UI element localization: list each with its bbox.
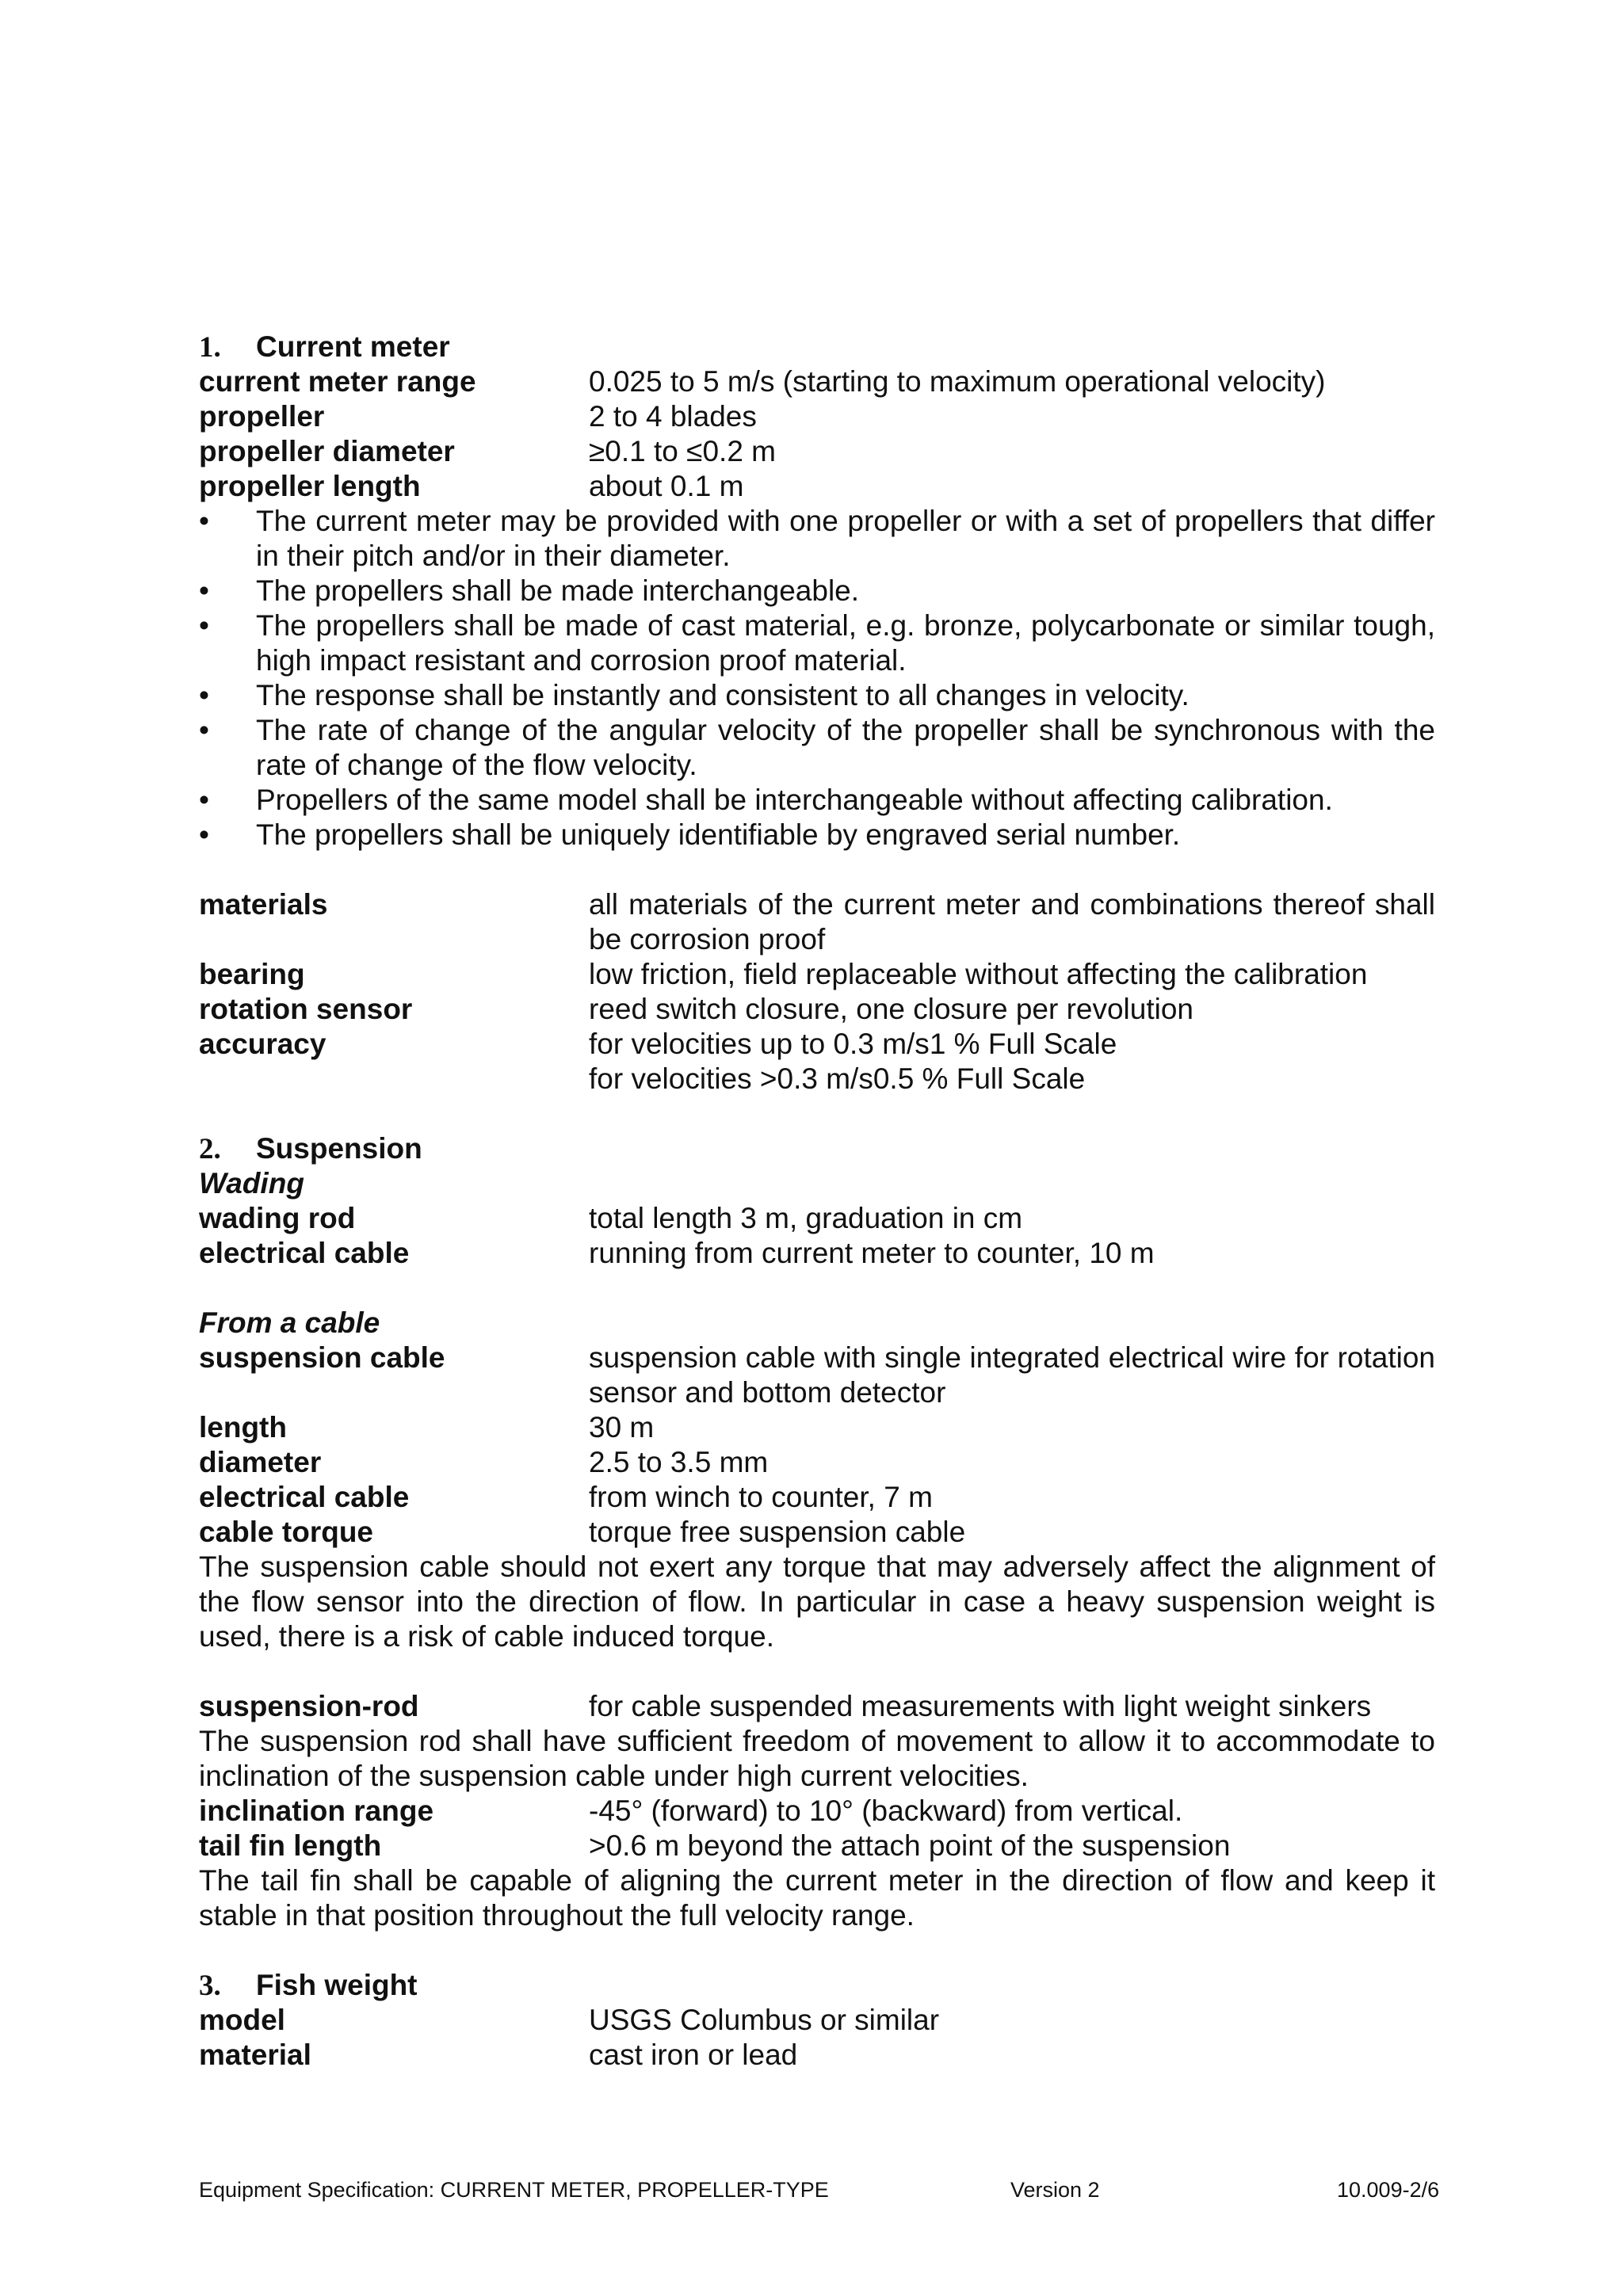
spec-value: 0.025 to 5 m/s (starting to maximum operational velocity) xyxy=(589,365,1326,398)
footer-document-title: Equipment Specification: CURRENT METER, PROPELLER-TYPE xyxy=(199,2178,829,2202)
spec-label: length xyxy=(199,1411,287,1444)
spec-value: torque free suspension cable xyxy=(589,1516,966,1548)
paragraph: The suspension cable should not exert any torque that may adversely affect the alignment of the flow sensor into the direction of flow. In particular in case a heavy suspension weight is used, there is a risk of cable induced torque. xyxy=(199,1550,1435,1653)
spec-label: accuracy xyxy=(199,1028,327,1060)
spec-value: >0.6 m beyond the attach point of the suspension xyxy=(589,1829,1231,1862)
spec-row xyxy=(199,1480,1435,1515)
spec-label: wading rod xyxy=(199,1202,356,1234)
spec-value: suspension cable with single integrated electrical wire for rotation sensor and bottom detector xyxy=(589,1341,1435,1409)
spec-label: inclination range xyxy=(199,1794,434,1827)
spec-label: propeller xyxy=(199,400,325,433)
accuracy-row xyxy=(199,1062,1435,1097)
document-body xyxy=(199,330,1435,2073)
bullet-list xyxy=(199,504,1435,852)
spec-row xyxy=(199,1201,1435,1236)
spec-value: 30 m xyxy=(589,1411,655,1444)
spec-label: rotation sensor xyxy=(199,993,413,1025)
spec-label: materials xyxy=(199,888,328,921)
spec-label: propeller length xyxy=(199,470,421,502)
bullet-text: The current meter may be provided with one propeller or with a set of propellers that differ in their pitch and/or in their diameter. xyxy=(256,505,1435,572)
spec-label: model xyxy=(199,2004,285,2036)
bullet-item xyxy=(199,783,1435,818)
subsection-title: Wading xyxy=(199,1167,304,1199)
bullet-text: The propellers shall be made interchangeable. xyxy=(256,574,860,607)
spec-label: diameter xyxy=(199,1446,322,1478)
spec-value: low friction, field replaceable without affecting the calibration xyxy=(589,958,1368,990)
section-number: 1. xyxy=(199,331,221,364)
footer-version: Version 2 xyxy=(1010,2178,1100,2202)
bullet-text: The propellers shall be uniquely identifiable by engraved serial number. xyxy=(256,818,1181,851)
spacer xyxy=(199,1654,1435,1689)
bullet-text: The propellers shall be made of cast material, e.g. bronze, polycarbonate or similar tough, high impact resistant and corrosion proof material. xyxy=(256,609,1435,677)
section-heading-suspension xyxy=(199,1131,1435,1166)
spacer xyxy=(199,1271,1435,1306)
spec-row xyxy=(199,2003,1435,2038)
spec-row xyxy=(199,364,1435,399)
spec-row xyxy=(199,1829,1435,1863)
bullet-icon: • xyxy=(199,609,209,642)
spec-row xyxy=(199,1445,1435,1480)
spec-label: suspension-rod xyxy=(199,1690,419,1722)
accuracy-row xyxy=(199,1027,1435,1062)
spec-row xyxy=(199,1341,1435,1410)
bullet-item xyxy=(199,504,1435,574)
spec-label: material xyxy=(199,2039,311,2071)
spec-label: bearing xyxy=(199,958,305,990)
spec-label: electrical cable xyxy=(199,1481,410,1513)
spacer xyxy=(199,1933,1435,1968)
bullet-text: Propellers of the same model shall be interchangeable without affecting calibration. xyxy=(256,784,1333,816)
footer-page-code: 10.009-2/6 xyxy=(1337,2178,1440,2202)
accuracy-condition: for velocities up to 0.3 m/s xyxy=(589,1028,930,1060)
spec-label: propeller diameter xyxy=(199,435,455,467)
spec-row xyxy=(199,1236,1435,1271)
spec-value: total length 3 m, graduation in cm xyxy=(589,1202,1023,1234)
subsection-title: From a cable xyxy=(199,1306,380,1339)
spec-label: current meter range xyxy=(199,365,476,398)
bullet-icon: • xyxy=(199,679,209,711)
spec-row xyxy=(199,434,1435,469)
spec-row xyxy=(199,1689,1435,1724)
section-number: 2. xyxy=(199,1133,221,1165)
spec-value: 2 to 4 blades xyxy=(589,400,757,433)
bullet-item xyxy=(199,678,1435,713)
spec-value: for cable suspended measurements with light weight sinkers xyxy=(589,1690,1372,1722)
spec-value: -45° (forward) to 10° (backward) from vertical. xyxy=(589,1794,1183,1827)
accuracy-value: 1 % Full Scale xyxy=(929,1028,1117,1060)
spec-row xyxy=(199,1794,1435,1829)
bullet-text: The rate of change of the angular velocity of the propeller shall be synchronous with the rate of change of the flow velocity. xyxy=(256,714,1435,781)
bullet-item xyxy=(199,713,1435,783)
spec-label: suspension cable xyxy=(199,1341,445,1374)
section-heading-fish-weight xyxy=(199,1968,1435,2003)
accuracy-condition: for velocities >0.3 m/s xyxy=(589,1062,873,1095)
bullet-icon: • xyxy=(199,574,209,607)
spacer xyxy=(199,852,1435,887)
spec-value: cast iron or lead xyxy=(589,2039,798,2071)
spec-label: cable torque xyxy=(199,1516,373,1548)
bullet-item xyxy=(199,608,1435,678)
spacer xyxy=(199,1097,1435,1131)
spec-row xyxy=(199,1410,1435,1445)
bullet-icon: • xyxy=(199,714,209,746)
spec-value: from winch to counter, 7 m xyxy=(589,1481,933,1513)
spec-row xyxy=(199,887,1435,957)
spec-label: electrical cable xyxy=(199,1237,410,1269)
spec-value: ≥0.1 to ≤0.2 m xyxy=(589,435,777,467)
spec-row xyxy=(199,992,1435,1027)
spec-value: 2.5 to 3.5 mm xyxy=(589,1446,769,1478)
page-footer xyxy=(199,2177,1440,2203)
accuracy-value: 0.5 % Full Scale xyxy=(873,1062,1086,1095)
spec-value: about 0.1 m xyxy=(589,470,744,502)
section-title: Suspension xyxy=(256,1132,422,1165)
spec-label: tail fin length xyxy=(199,1829,382,1862)
bullet-icon: • xyxy=(199,784,209,816)
bullet-text: The response shall be instantly and consistent to all changes in velocity. xyxy=(256,679,1190,711)
bullet-item xyxy=(199,818,1435,852)
spec-row xyxy=(199,1515,1435,1550)
spec-row xyxy=(199,2038,1435,2073)
section-heading-current-meter xyxy=(199,330,1435,364)
spec-row xyxy=(199,957,1435,992)
paragraph: The tail fin shall be capable of aligning the current meter in the direction of flow and keep it stable in that position throughout the full velocity range. xyxy=(199,1864,1435,1932)
bullet-item xyxy=(199,574,1435,608)
bullet-icon: • xyxy=(199,818,209,851)
section-title: Fish weight xyxy=(256,1969,418,2001)
spec-value: running from current meter to counter, 10 m xyxy=(589,1237,1155,1269)
section-title: Current meter xyxy=(256,330,450,363)
spec-value: all materials of the current meter and combinations thereof shall be corrosion proof xyxy=(589,888,1435,955)
section-number: 3. xyxy=(199,1970,221,2002)
spec-value: USGS Columbus or similar xyxy=(589,2004,940,2036)
spec-row xyxy=(199,399,1435,434)
bullet-icon: • xyxy=(199,505,209,537)
spec-row xyxy=(199,469,1435,504)
spec-value: reed switch closure, one closure per revolution xyxy=(589,993,1193,1025)
paragraph: The suspension rod shall have sufficient freedom of movement to allow it to accommodate to inclination of the suspension cable under high current velocities. xyxy=(199,1725,1435,1792)
